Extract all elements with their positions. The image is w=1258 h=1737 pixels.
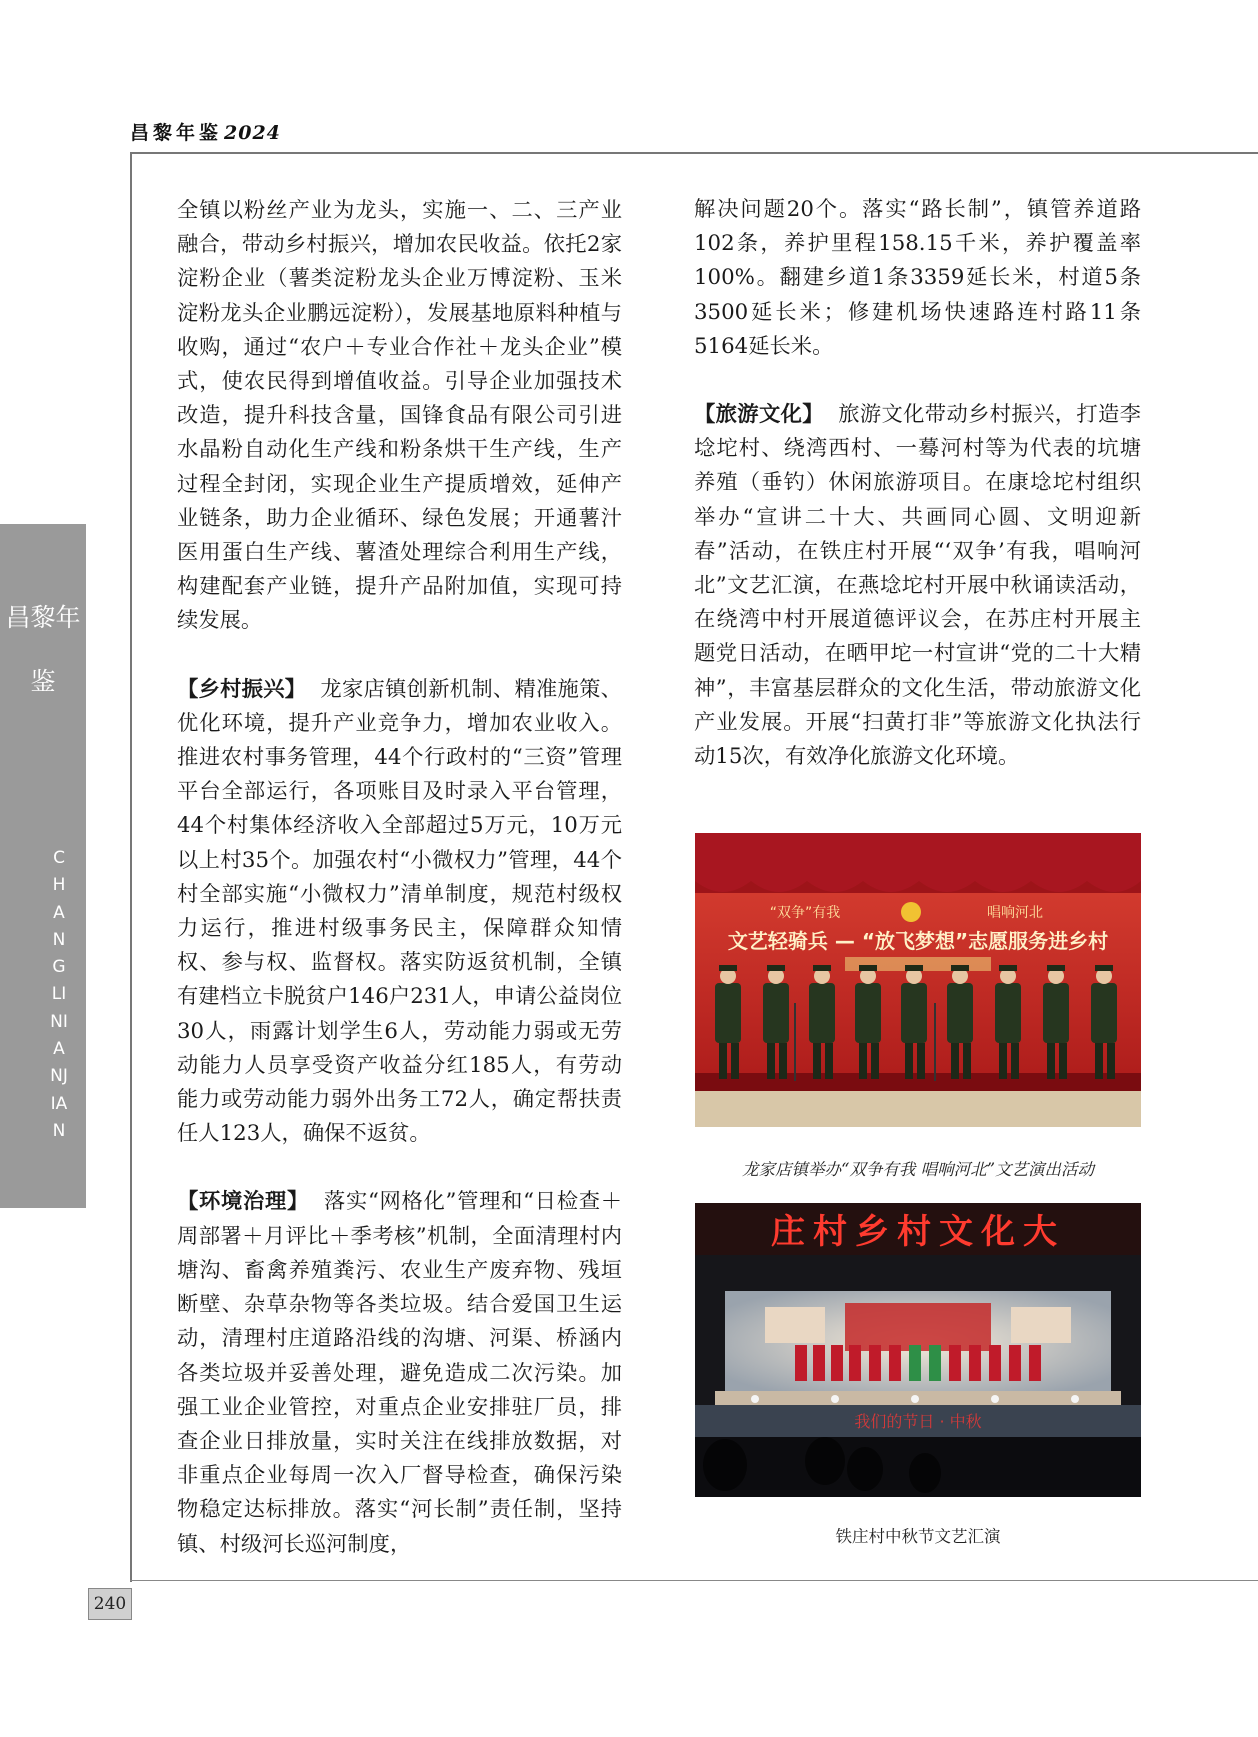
header-title-text: 昌黎年鉴	[130, 122, 223, 144]
side-tab-chinese: 昌黎年鉴	[5, 603, 81, 696]
banner-slogan-right: 唱响河北	[987, 905, 1043, 921]
header-year: 2024	[224, 122, 281, 144]
left-column	[177, 194, 622, 1562]
frame-left-rule	[130, 152, 132, 1582]
tourism-body: 旅游文化带动乡村振兴，打造李埝坨村、绕湾西村、一蓦河村等为代表的坑塘养殖（垂钓）休闲旅游项目。在康埝坨村组织举办“宣讲二十大、共画同心圆、文明迎新春”活动，在铁庄村开展“‘双争’有我，唱响河北”文艺汇演，在燕埝坨村开展中秋诵读活动，在绕湾中村开展道德评议会，在苏庄村开展主题党日活动，在晒甲坨一村宣讲“党的二十大精神”，丰富基层群众的文化生活，带动旅游文化产业发展。开展“扫黄打非”等旅游文化执法行动15次，有效净化旅游文化环境。	[694, 402, 1141, 770]
tourism-heading: 【旅游文化】	[694, 402, 824, 428]
rural-revitalization-paragraph	[177, 673, 622, 1152]
rural-revitalization-body: 龙家店镇创新机制、精准施策、优化环境，提升产业竞争力，增加农业收入。推进农村事务管理，44个行政村的“三资”管理平台全部运行，各项账目及时录入平台管理，44个村集体经济收入全部超过5万元，10万元以上村35个。加强农村“小微权力”管理，44个村全部实施“小微权力”清单制度，规范村级权力运行，推进村级事务民主，保障群众知情权、参与权、监督权。落实防返贫机制，全镇有建档立卡脱贫户146户231人，申请公益岗位30人，雨露计划学生6人，劳动能力弱或无劳动能力人员享受资产收益分红185人，有劳动能力或劳动能力弱外出务工72人，确定帮扶责任人123人，确保不返贫。	[177, 676, 622, 1147]
paragraph-gap	[694, 364, 1141, 398]
side-tab-pinyin: CHANGLINIANJIAN	[50, 848, 68, 1141]
rural-revitalization-heading: 【乡村振兴】	[177, 676, 307, 702]
roads-paragraph: 解决问题20个。落实“路长制”，镇管养道路102条，养护里程158.15千米，养护覆盖率100%。翻建乡道1条3359延长米，村道5条3500延长米；修建机场快速路连村路11条5164延长米。	[694, 197, 1141, 359]
right-column	[694, 193, 1141, 774]
header-title	[130, 118, 281, 145]
environment-paragraph	[177, 1185, 622, 1561]
page-number: 240	[88, 1588, 132, 1620]
paragraph-gap	[177, 1151, 622, 1185]
mid-autumn-photo-illustration	[695, 1203, 1141, 1497]
paragraph-gap	[177, 639, 622, 673]
intro-paragraph: 全镇以粉丝产业为龙头，实施一、二、三产业融合，带动乡村振兴，增加农民收益。依托2家淀粉企业（薯类淀粉龙头企业万博淀粉、玉米淀粉龙头企业鹏远淀粉），发展基地原料种植与收购，通过“农户＋专业合作社＋龙头企业”模式，使农民得到增值收益。引导企业加强技术改造，提升科技含量，国锋食品有限公司引进水晶粉自动化生产线和粉条烘干生产线，生产过程全封闭，实现企业生产提质增效，延伸产业链条，助力企业循环、绿色发展；开通薯汁医用蛋白生产线、薯渣处理综合利用生产线，构建配套产业链，提升产品附加值，实现可持续发展。	[177, 198, 622, 634]
performance-photo-caption: 龙家店镇举办“双争有我 唱响河北”文艺演出活动	[741, 1160, 1095, 1179]
environment-body: 落实“网格化”管理和“日检查＋周部署＋月评比＋季考核”机制，全面清理村内塘沟、畜禽养殖粪污、农业生产废弃物、残垣断壁、杂草杂物等各类垃圾。结合爱国卫生运动，清理村庄道路沿线的沟塘、河渠、桥涵内各类垃圾并妥善处理，避免造成二次污染。加强工业企业管控，对重点企业安排驻厂员，排查企业日排放量，实时关注在线排放数据，对非重点企业每周一次入厂督导检查，确保污染物稳定达标排放。落实“河长制”责任制，坚持镇、村级河长巡河制度，	[177, 1189, 622, 1557]
banner-main-title: 文艺轻骑兵 — “放飞梦想”志愿服务进乡村	[727, 929, 1109, 953]
mid-autumn-photo	[695, 1203, 1141, 1497]
tourism-paragraph	[694, 398, 1141, 774]
stage-banner-bottom: 我们的节日 · 中秋	[854, 1412, 982, 1431]
frame-bottom-rule	[130, 1580, 1258, 1581]
environment-heading: 【环境治理】	[177, 1189, 309, 1215]
performance-photo	[695, 833, 1141, 1127]
banner-slogan-left: “双争”有我	[769, 905, 841, 921]
performance-photo-illustration	[695, 833, 1141, 1127]
mid-autumn-photo-caption: 铁庄村中秋节文艺汇演	[835, 1527, 1001, 1546]
frame-top-rule	[130, 152, 1258, 154]
stage-banner-top: 庄村乡村文化大	[771, 1212, 1065, 1252]
